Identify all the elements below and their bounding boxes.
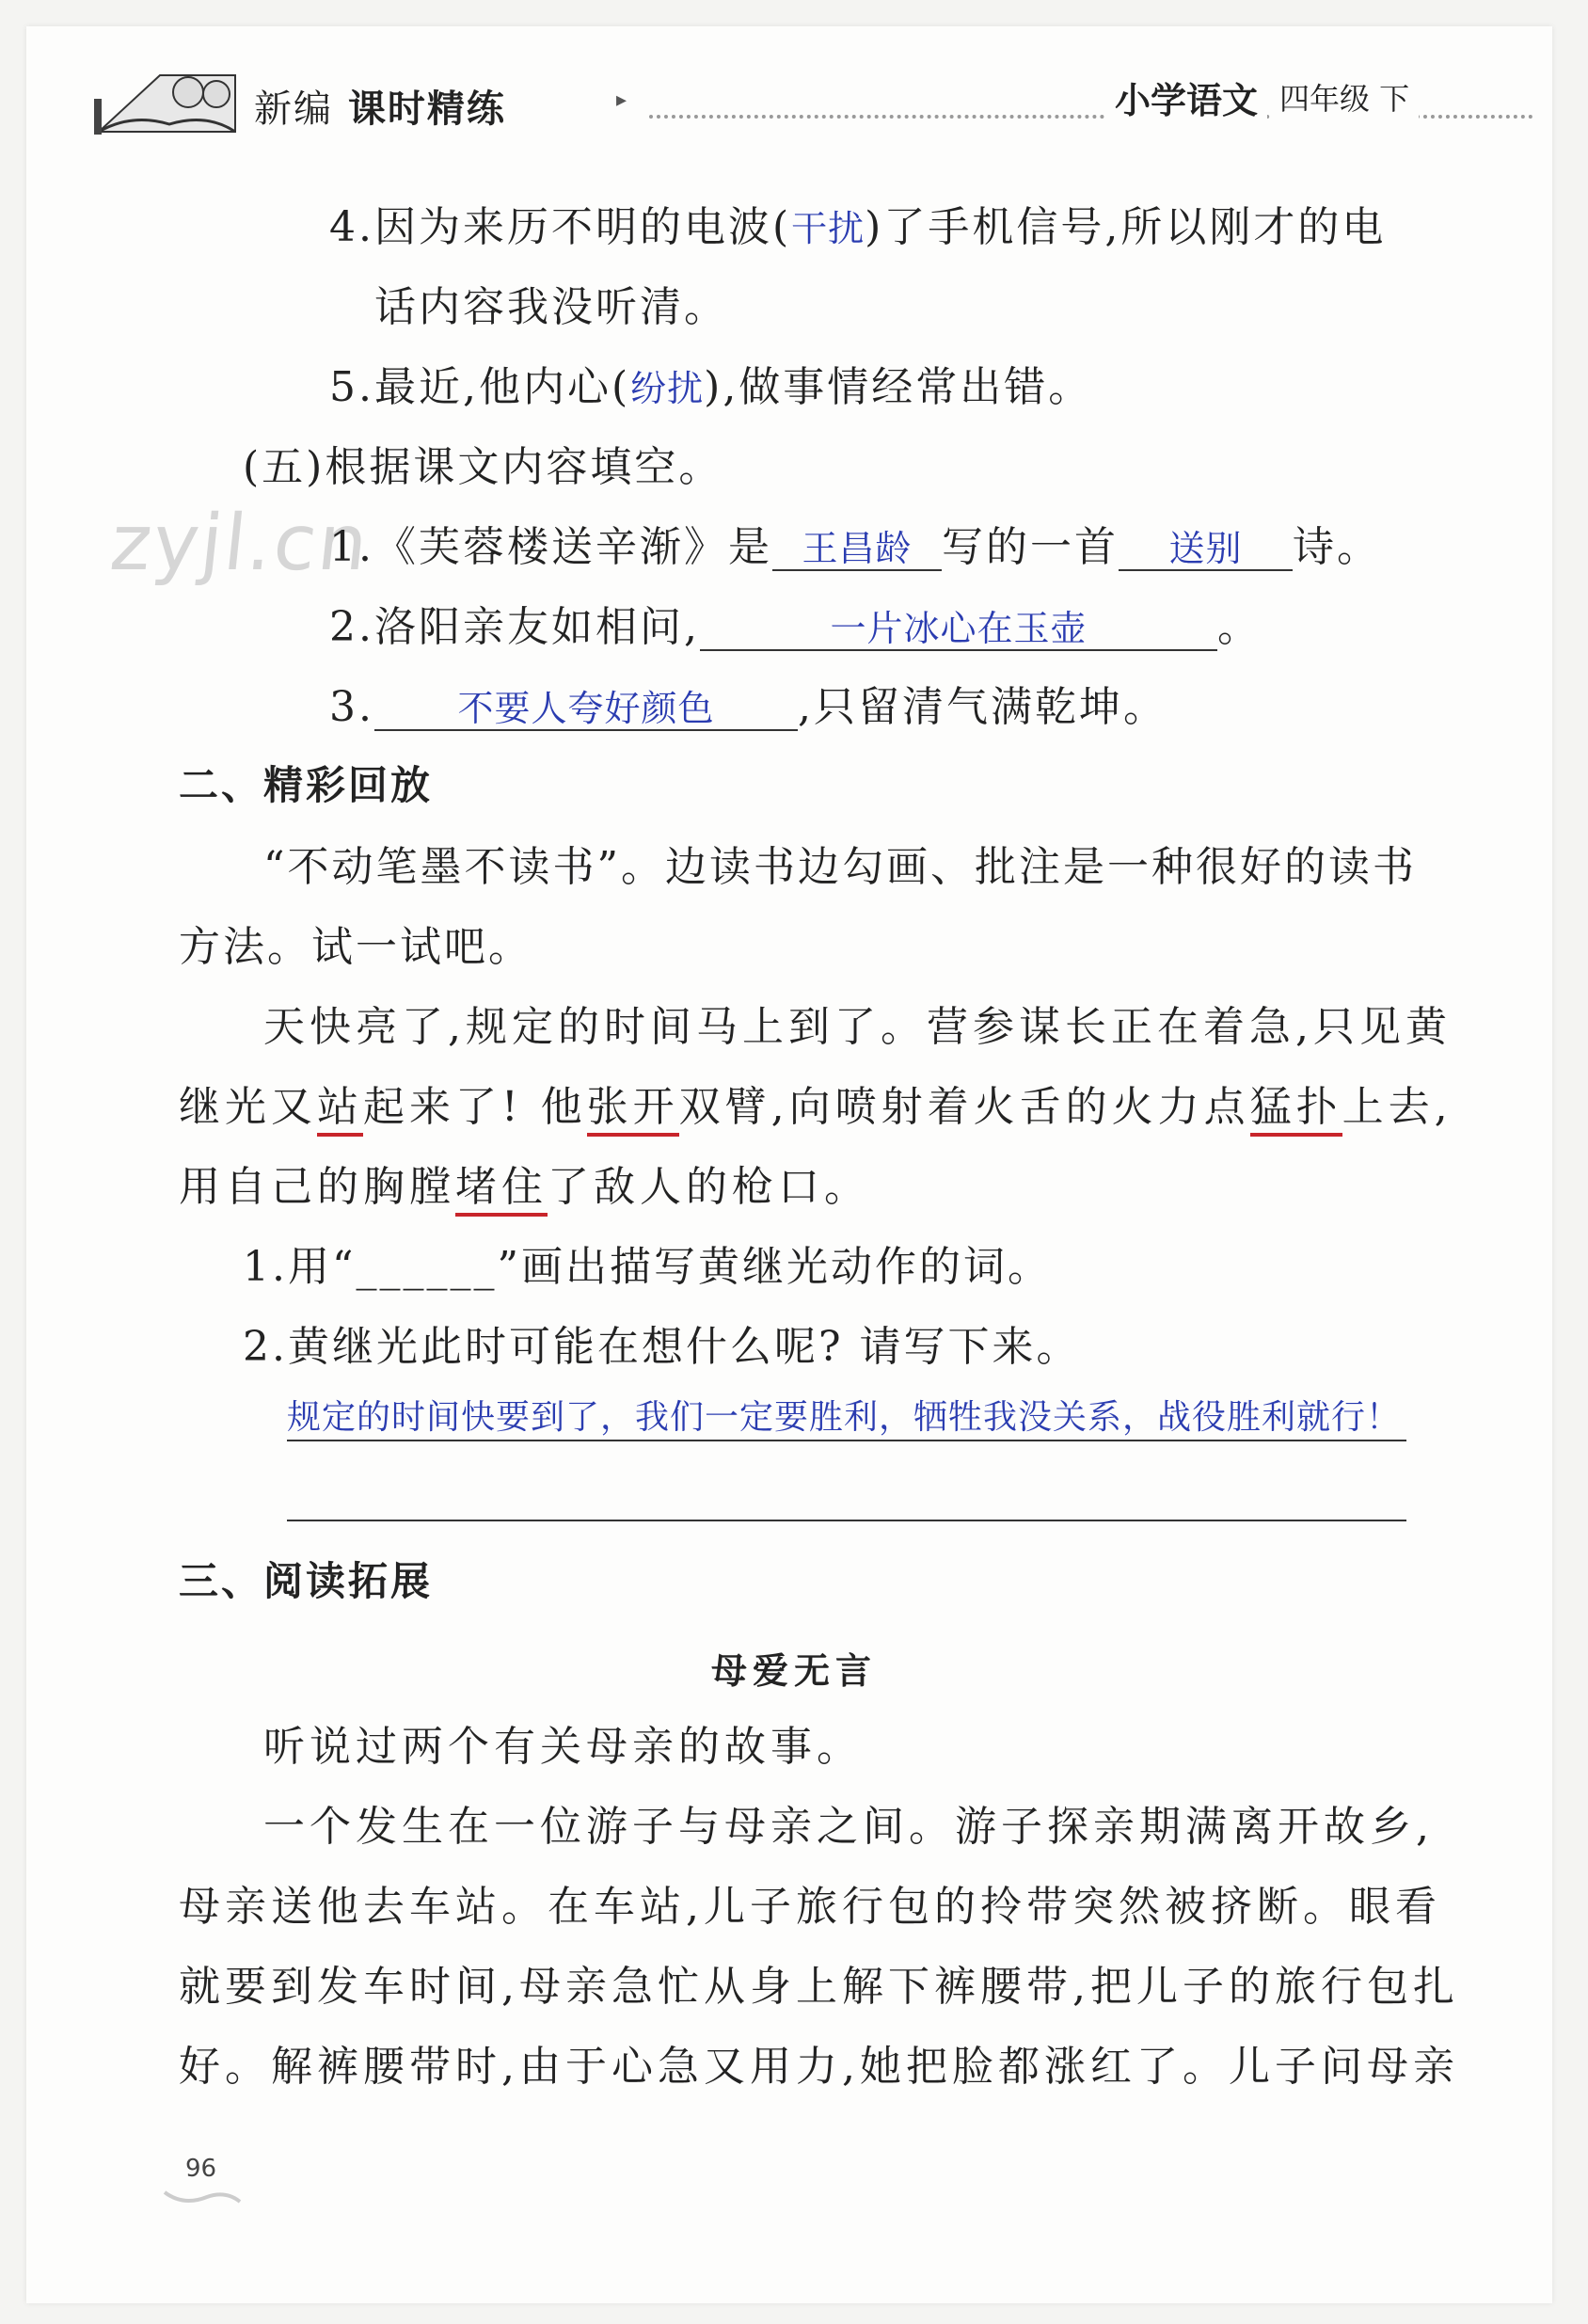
- fq2-answer: 一片冰心在玉壶: [700, 610, 1217, 651]
- article-line-4: 就要到发车时间,母亲急忙从身上解下裤腰带,把儿子的旅行包扎: [179, 1963, 1459, 2011]
- question-4-cont: 话内容我没听清。: [374, 283, 728, 331]
- section-5-title: (五)根据课文内容填空。: [243, 443, 723, 491]
- q4-answer: 干扰: [791, 208, 865, 249]
- part-2-answer: 规定的时间快要到了，我们一定要胜利，牺牲我没关系，战役胜利就行！: [287, 1398, 1402, 1437]
- q4-pre: 4.因为来历不明的电波(: [329, 203, 792, 251]
- p2-b: 起来了! 他: [363, 1083, 587, 1131]
- fq1-post: 诗。: [1292, 523, 1381, 571]
- q4-post: )了手机信号,所以刚才的电: [865, 203, 1387, 251]
- fq1-pre: 1.《芙蓉楼送辛渐》是: [329, 523, 772, 571]
- q5-pre: 5.最近,他内心(: [329, 363, 631, 411]
- p2-d: 上去,: [1342, 1083, 1453, 1131]
- fill-question-3: [329, 673, 1167, 733]
- action-word-1: 站: [317, 1083, 363, 1137]
- page-number: 96: [185, 2155, 217, 2183]
- fq3-answer: 不要人夸好颜色: [374, 690, 798, 731]
- q5-post: ),做事情经常出错。: [704, 363, 1093, 411]
- action-word-4: 堵住: [455, 1163, 548, 1217]
- article-title: 母爱无言: [710, 1650, 877, 1692]
- part-2-question-1: 1.用“______”画出描写黄继光动作的词。: [243, 1243, 1052, 1291]
- answer-line-2: [287, 1520, 1406, 1521]
- subject-label: 小学语文: [1105, 72, 1267, 123]
- book-logo-icon: [94, 56, 245, 141]
- question-5: [329, 353, 1092, 413]
- series-title-b: 课时精练: [347, 88, 506, 131]
- part-2-intro-2: 方法。试一试吧。: [179, 923, 532, 971]
- article-line-5: 好。解裤腰带时,由于心急又用力,她把脸都涨红了。儿子问母亲: [179, 2043, 1459, 2091]
- q5-answer: 纷扰: [630, 368, 705, 409]
- question-4: [329, 193, 1386, 253]
- passage-line-3: [179, 1153, 870, 1213]
- p2-a: 继光又: [179, 1083, 317, 1131]
- part-2-question-2: 2.黄继光此时可能在想什么呢? 请写下来。: [243, 1323, 1081, 1371]
- arrow-icon: ▸: [616, 88, 627, 112]
- article-line-2: 一个发生在一位游子与母亲之间。游子探亲期满离开故乡,: [263, 1803, 1434, 1851]
- grade-label: 四年级 下: [1270, 75, 1419, 119]
- passage-line-2: [179, 1073, 1453, 1133]
- fill-question-1: [329, 513, 1381, 573]
- fill-question-2: [329, 593, 1262, 653]
- part-3-heading: 三、阅读拓展: [179, 1558, 434, 1604]
- part-2-heading: 二、精彩回放: [179, 762, 434, 808]
- fq3-post: ,只留清气满乾坤。: [797, 683, 1167, 731]
- fq1-answer-2: 送别: [1119, 530, 1293, 571]
- fq2-post: 。: [1216, 603, 1262, 651]
- passage-line-1: 天快亮了,规定的时间马上到了。营参谋长正在着急,只见黄: [263, 1003, 1452, 1051]
- page-header: [94, 56, 1543, 141]
- action-word-3: 猛扑: [1250, 1083, 1342, 1137]
- fq1-mid: 写的一首: [941, 523, 1119, 571]
- answer-line-1: [287, 1440, 1406, 1441]
- watermark: zyjl.cn: [106, 499, 374, 588]
- fq1-answer-1: 王昌龄: [772, 530, 942, 571]
- part-2-intro-1: “不动笔墨不读书”。边读书边勾画、批注是一种很好的读书: [263, 843, 1417, 891]
- fq3-pre: 3.: [329, 683, 374, 731]
- series-title: [254, 79, 506, 133]
- action-word-2: 张开: [587, 1083, 679, 1137]
- p3-a: 用自己的胸膛: [179, 1163, 455, 1211]
- p3-b: 了敌人的枪口。: [548, 1163, 870, 1211]
- article-line-1: 听说过两个有关母亲的故事。: [263, 1723, 863, 1771]
- p2-c: 双臂,向喷射着火舌的火力点: [678, 1083, 1250, 1131]
- series-title-a: 新编: [254, 88, 333, 131]
- article-line-3: 母亲送他去车站。在车站,儿子旅行包的拎带突然被挤断。眼看: [179, 1883, 1441, 1931]
- fq2-pre: 2.洛阳亲友如相问,: [329, 603, 700, 651]
